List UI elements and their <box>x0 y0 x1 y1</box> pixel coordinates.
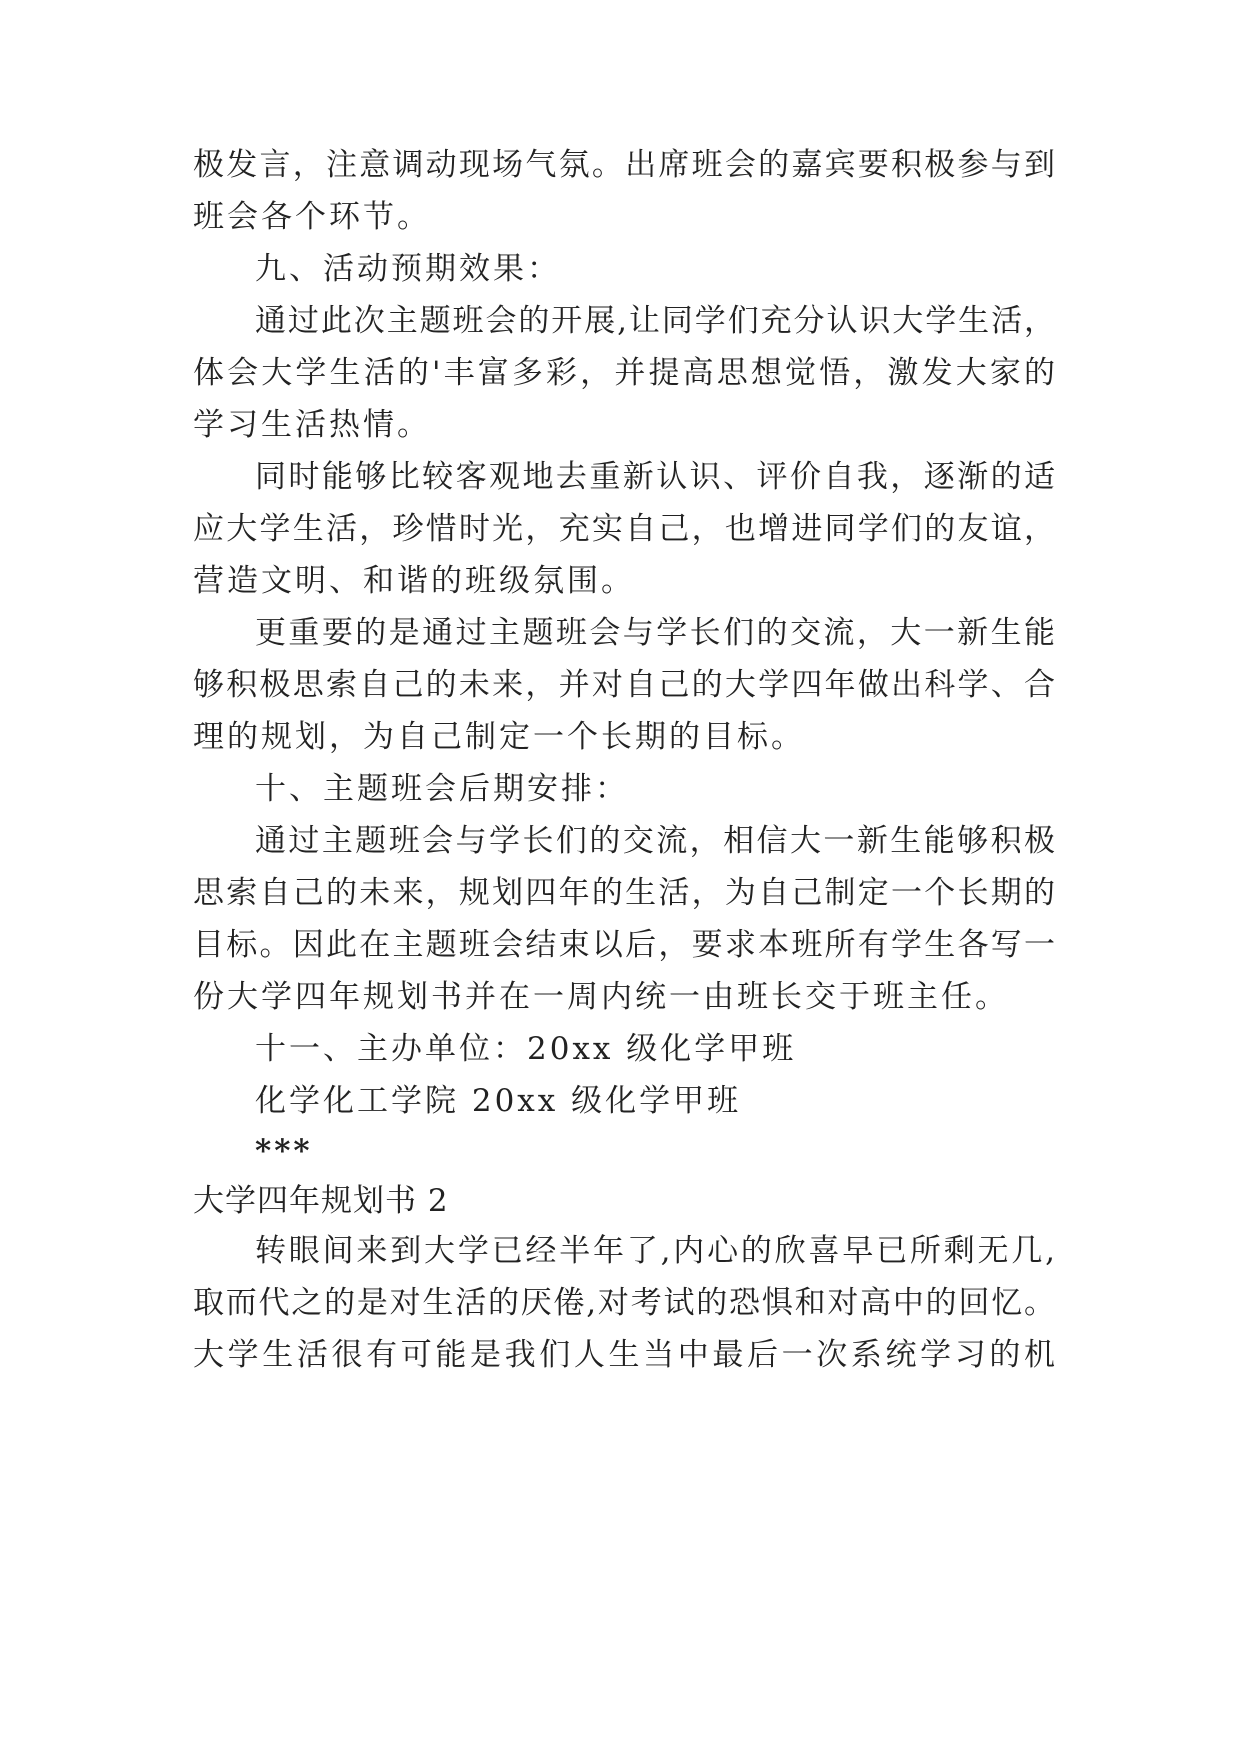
paragraph-line: 通过此次主题班会的开展,让同学们充分认识大学生活， <box>255 303 1055 339</box>
paragraph-line: 取而代之的是对生活的厌倦,对考试的恐惧和对高中的回忆。 <box>193 1285 1055 1321</box>
section-heading: 九、活动预期效果： <box>255 251 561 287</box>
separator-asterisks: *** <box>255 1133 313 1169</box>
paragraph-line: 目标。因此在主题班会结束以后，要求本班所有学生各写一 <box>193 927 1055 963</box>
paragraph-line: 大学生活很有可能是我们人生当中最后一次系统学习的机 <box>193 1337 1055 1373</box>
paragraph-line: 转眼间来到大学已经半年了,内心的欣喜早已所剩无几, <box>255 1233 1055 1269</box>
paragraph-line: 够积极思索自己的未来，并对自己的大学四年做出科学、合 <box>193 667 1055 703</box>
paragraph-line: 理的规划，为自己制定一个长期的目标。 <box>193 719 805 755</box>
paragraph-line: 应大学生活，珍惜时光，充实自己，也增进同学们的友谊， <box>193 511 1055 547</box>
paragraph-line: 班会各个环节。 <box>193 199 431 235</box>
paragraph-line: 学习生活热情。 <box>193 407 431 443</box>
paragraph-line: 更重要的是通过主题班会与学长们的交流，大一新生能 <box>255 615 1055 651</box>
paragraph-line: 极发言，注意调动现场气氛。出席班会的嘉宾要积极参与到 <box>193 147 1055 183</box>
paragraph-line: 体会大学生活的'丰富多彩，并提高思想觉悟，激发大家的 <box>193 355 1055 391</box>
document-title: 大学四年规划书 2 <box>193 1183 449 1219</box>
section-heading: 十、主题班会后期安排： <box>255 771 629 807</box>
document-page <box>193 0 1055 1754</box>
paragraph-line: 同时能够比较客观地去重新认识、评价自我，逐渐的适 <box>255 459 1055 495</box>
section-heading: 十一、主办单位：20xx 级化学甲班 <box>255 1031 797 1067</box>
paragraph-line: 营造文明、和谐的班级氛围。 <box>193 563 635 599</box>
paragraph-line: 化学化工学院 20xx 级化学甲班 <box>255 1083 742 1119</box>
paragraph-line: 通过主题班会与学长们的交流，相信大一新生能够积极 <box>255 823 1055 859</box>
paragraph-line: 思索自己的未来，规划四年的生活，为自己制定一个长期的 <box>193 875 1055 911</box>
paragraph-line: 份大学四年规划书并在一周内统一由班长交于班主任。 <box>193 979 1009 1015</box>
